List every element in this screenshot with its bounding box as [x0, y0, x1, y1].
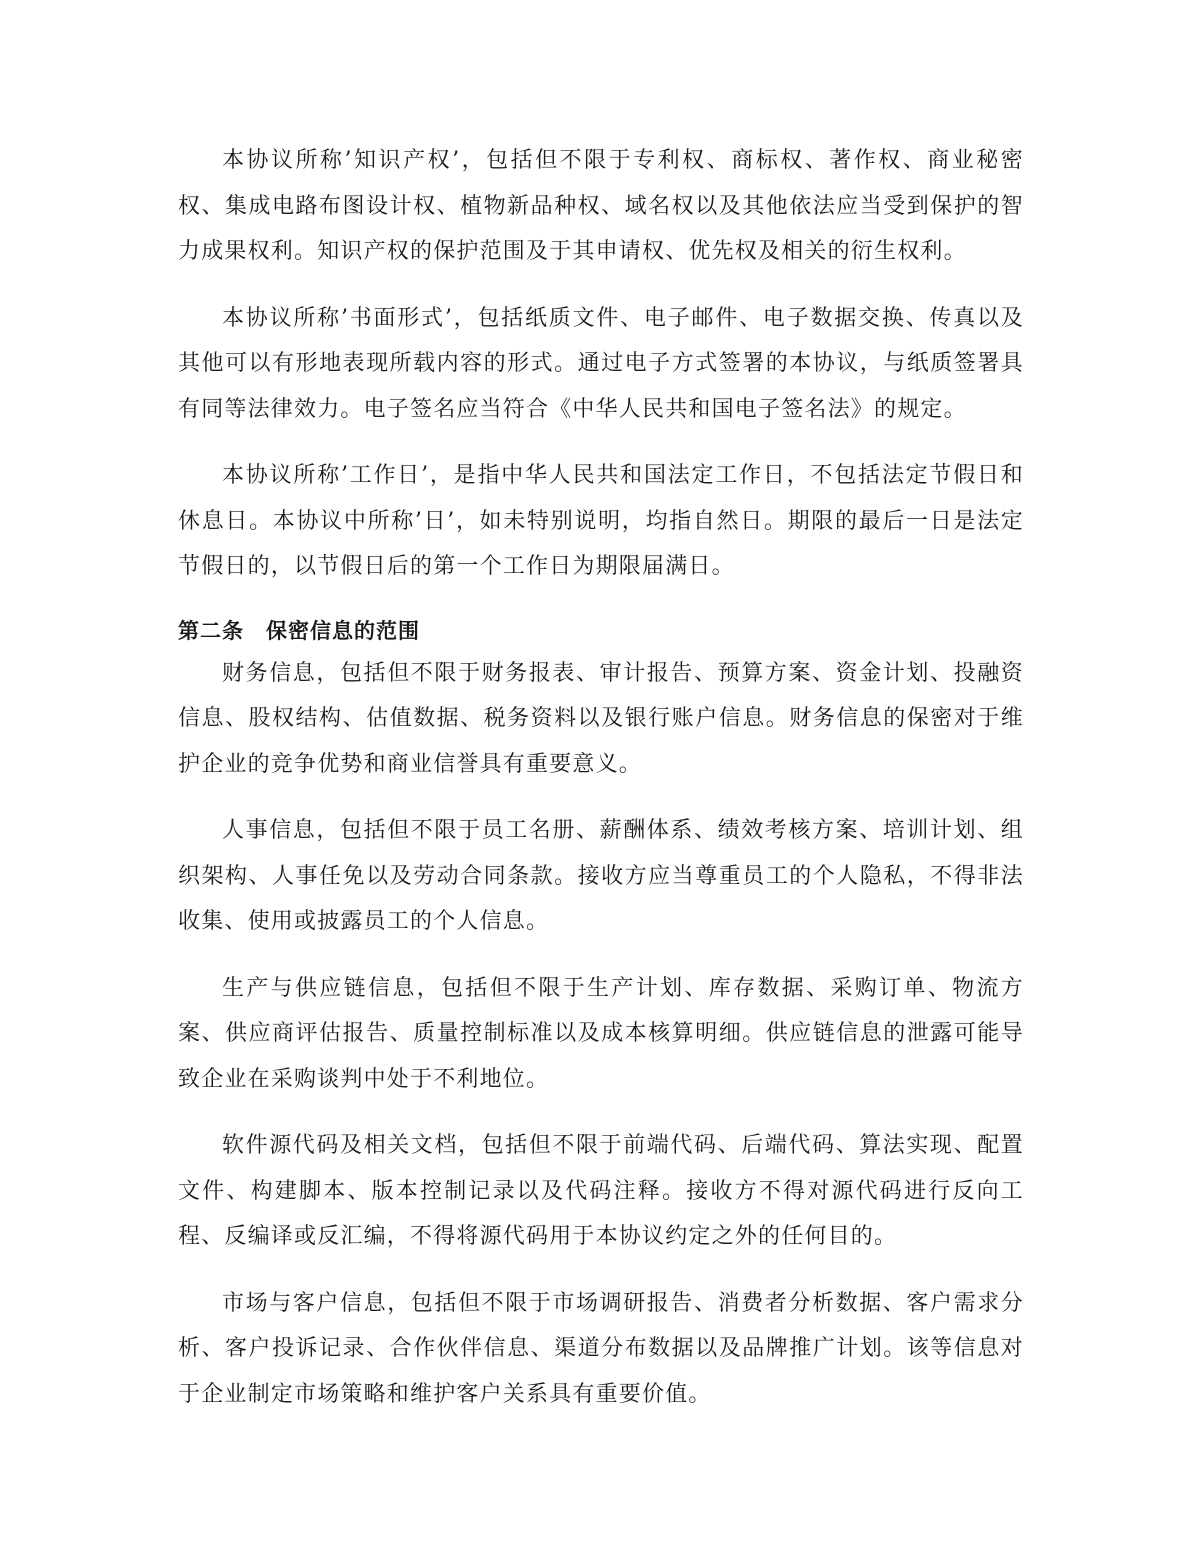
document-page	[178, 138, 1024, 1438]
paragraph-supply-chain-info: 生产与供应链信息，包括但不限于生产计划、库存数据、采购订单、物流方案、供应商评估报告、质量控制标准以及成本核算明细。供应链信息的泄露可能导致企业在采购谈判中处于不利地位。	[178, 975, 1024, 1092]
section-body	[178, 651, 1024, 1418]
definition-written-form: 本协议所称’书面形式’，包括纸质文件、电子邮件、电子数据交换、传真以及其他可以有形地表现所载内容的形式。通过电子方式签署的本协议，与纸质签署具有同等法律效力。电子签名应当符合《中华人民共和国电子签名法》的规定。	[178, 305, 1024, 422]
section-title: 保密信息的范围	[266, 618, 420, 643]
paragraph-market-customer-info: 市场与客户信息，包括但不限于市场调研报告、消费者分析数据、客户需求分析、客户投诉记录、合作伙伴信息、渠道分布数据以及品牌推广计划。该等信息对于企业制定市场策略和维护客户关系具有重要价值。	[178, 1290, 1024, 1407]
definition-working-day: 本协议所称’工作日’，是指中华人民共和国法定工作日，不包括法定节假日和休息日。本协议中所称’日’，如未特别说明，均指自然日。期限的最后一日是法定节假日的，以节假日后的第一个工作日为期限届满日。	[178, 463, 1024, 579]
section-heading	[178, 611, 1024, 651]
section-number: 第二条	[178, 618, 244, 643]
paragraph-personnel-info: 人事信息，包括但不限于员工名册、薪酬体系、绩效考核方案、培训计划、组织架构、人事任免以及劳动合同条款。接收方应当尊重员工的个人隐私，不得非法收集、使用或披露员工的个人信息。	[178, 818, 1024, 934]
paragraph-financial-info: 财务信息，包括但不限于财务报表、审计报告、预算方案、资金计划、投融资信息、股权结构、估值数据、税务资料以及银行账户信息。财务信息的保密对于维护企业的竞争优势和商业信誉具有重要意义。	[178, 660, 1024, 777]
paragraph-source-code: 软件源代码及相关文档，包括但不限于前端代码、后端代码、算法实现、配置文件、构建脚本、版本控制记录以及代码注释。接收方不得对源代码进行反向工程、反编译或反汇编，不得将源代码用于本协议约定之外的任何目的。	[178, 1133, 1024, 1249]
definition-intellectual-property: 本协议所称’知识产权’，包括但不限于专利权、商标权、著作权、商业秘密权、集成电路布图设计权、植物新品种权、域名权以及其他依法应当受到保护的智力成果权利。知识产权的保护范围及于其申请权、优先权及相关的衍生权利。	[178, 148, 1024, 264]
